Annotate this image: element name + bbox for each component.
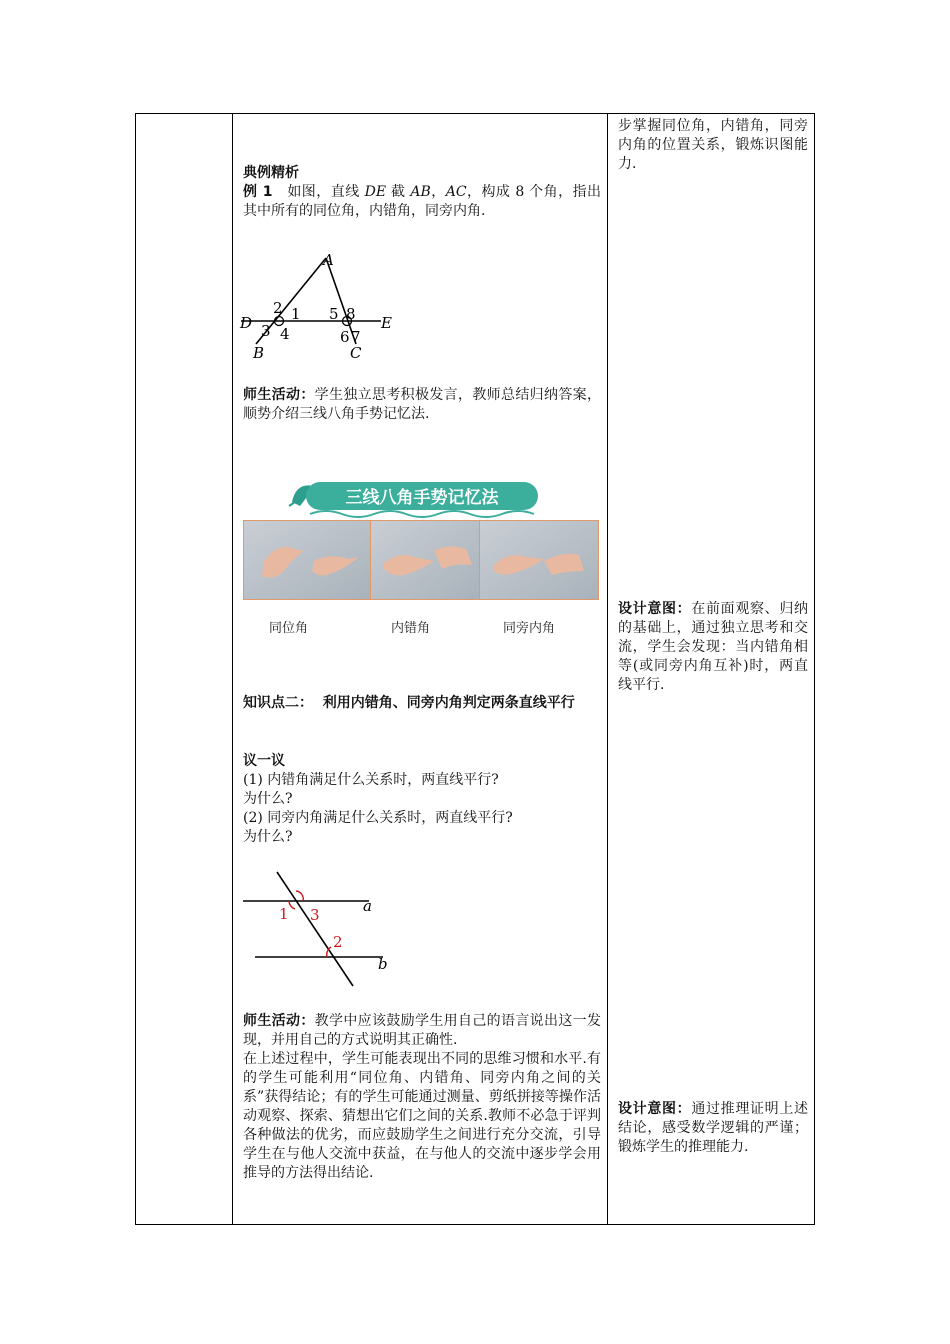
knowledge-point-2: 知识点二： 利用内错角、同旁内角判定两条直线平行 [243,695,575,711]
gesture-banner [286,476,556,518]
fig-label-7: 7 [351,328,361,346]
parallel-lines-figure [241,869,411,989]
fig-label-3: 3 [261,322,271,340]
fig-label-E: E [381,314,392,332]
fig-label-B: B [253,344,265,361]
banner-title: 三线八角手势记忆法 [345,488,499,508]
gesture-photo-strip [243,520,599,600]
activity-1: 师生活动：学生独立思考积极发言，教师总结归纳答案，顺势介绍三线八角手势记忆法. [243,387,602,422]
fig-label-8: 8 [346,305,356,323]
fig-label-6: 6 [340,328,350,346]
fig-label-2: 2 [273,299,283,317]
line-label-a: a [363,897,372,915]
fig-label-1: 1 [291,305,301,323]
discuss-block [243,752,601,847]
angle-label-1: 1 [279,905,289,923]
gesture-photos [244,521,598,599]
question-2-why: 为什么? [243,829,293,845]
triangle-figure [236,246,406,361]
column-divider-2 [607,114,608,1224]
lesson-table [135,113,815,1225]
fig-label-5: 5 [329,305,339,323]
angle-label-3: 3 [310,906,320,924]
activity-2: 师生活动：教学中应该鼓励学生用自己的语言说出这一发现，并用自己的方式说明其正确性. 在上述过程中，学生可能表现出不同的思维习惯和水平.有的学生可能利用“同位角、内错角、同旁内角之间的关系”获得结论；有的学生可能通过测量、剪纸拼接等操作活动观察、探索、猜想出它们之间的关系.教师不必急于评判各种做法的优劣，而应鼓励学生之间进行充分交流，引导学生在与他人交流中获益，在与他人的交流中逐步学会用推导的方法得出结论. [243,1013,602,1181]
right-top-text: 步掌握同位角，内错角，同旁内角的位置关系，锻炼识图能力. [618,118,808,172]
column-divider-1 [232,114,233,1224]
discuss-heading: 议一议 [243,753,285,769]
line-label-b: b [378,955,388,973]
question-1: (1) 内错角满足什么关系时，两直线平行? [243,772,499,788]
example-text: 例 1 如图，直线 DE 截 AB，AC，构成 8 个角，指出其中所有的同位角，内错角，同旁内角. [243,184,602,219]
example-block [243,164,601,221]
fig-label-A: A [323,251,334,269]
fig-label-D: D [240,314,253,332]
design-intent-1: 设计意图：在前面观察、归纳的基础上，通过独立思考和交流，学生会发现：当内错角相等(或同旁内角互补)时，两直线平行. [618,601,809,693]
fig-label-C: C [350,344,362,361]
question-2: (2) 同旁内角满足什么关系时，两直线平行? [243,810,513,826]
caption-same-side: 同旁内角 [503,621,556,636]
design-intent-2: 设计意图：通过推理证明上述结论，感受数学逻辑的严谨；锻炼学生的推理能力. [618,1101,809,1155]
activity-2-detail: 在上述过程中，学生可能表现出不同的思维习惯和水平.有的学生可能利用“同位角、内错角、同旁内角之间的关系”获得结论；有的学生可能通过测量、剪纸拼接等操作活动观察、探索、猜想出它们之间的关系.教师不必急于评判各种做法的优劣，而应鼓励学生之间进行充分交流，引导学生在与他人交流中获益，在与他人的交流中逐步学会用推导的方法得出结论. [243,1051,601,1181]
example-heading: 典例精析 [243,165,299,181]
question-1-why: 为什么? [243,791,293,807]
caption-corresponding: 同位角 [269,621,309,636]
fig-label-4: 4 [280,325,290,343]
angle-label-2: 2 [333,933,343,951]
caption-alternate: 内错角 [391,621,431,636]
